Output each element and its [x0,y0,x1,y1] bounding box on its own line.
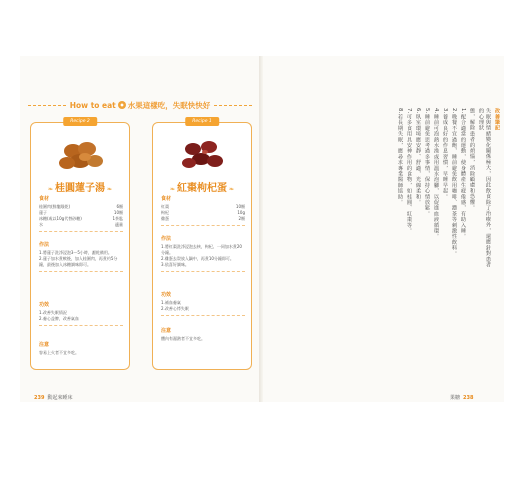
ingredient-row: 桂圓肉(鮮龍眼乾) 6顆 [39,204,123,209]
recipe-card-1 [152,119,252,370]
text-column: 態，解除患者的煩惱，消除顧慮和恐懼。 [469,108,475,211]
book-spine [259,56,263,402]
text-column: 1.配合適當的運動，使身體產生疲倦感，有助入睡。 [460,108,466,240]
text-column: 5.睡前避免思考過多事情，保持心情放鬆。 [424,108,430,217]
ingredient-row: 冰糖(或以10g代替砂糖) 1茶匙 [39,216,123,221]
recipe-tab: Recipe 1 [185,117,219,126]
footer-title-left: 動起來睡床 [47,395,73,401]
steps-section: 作法 1.將蓮子洗淨浸泡3～5小時，瀝乾備用。 2.蓮子加水煮軟後，加入桂圓肉，再煮約5分鐘，最後加入冰糖調味即可。 [39,241,123,272]
header-dashed-line-right [214,105,252,106]
header-dashed-line-left [28,105,66,106]
note-section: 注意 容易上火者不宜多吃。 [39,342,79,355]
text-column: 失眠與情緒變化關係極大，因此飲食除了治療外，還應針對患者的心理狀 [478,108,491,268]
footer-left [34,394,72,401]
text-column: 6.臥室環境應安靜、舒適，光線柔和。 [415,108,421,206]
header-text [66,100,215,111]
footer-right [450,394,473,401]
ingredients-section: 食材 桂圓肉(鮮龍眼乾) 6顆 蓮子 10顆 冰糖(或以10g代替砂糖) 1茶匙 水 適量 [39,195,123,232]
effects-section: 功效 1.改善失眠情況 2.養心益脾，改善氣血 [39,301,123,326]
flower-icon [118,101,126,109]
section-header [28,98,252,112]
text-column: 2.晚餐不宜過飽，睡前避免飲用咖啡、濃茶等刺激性飲料。 [451,108,457,257]
recipe-tab: Recipe 2 [63,117,97,126]
note-heading: 改善筆記 [494,108,500,131]
header-right-label: 水果這樣吃，失眠快快好 [127,100,211,110]
red-date-photo [175,135,231,175]
text-column: 3.養成良好的作息習慣，早睡早起。 [442,108,448,200]
text-column: 4.睡前可泡熱水澡或用溫水泡腳，以促進血液循環。 [433,108,439,240]
recipe-title: ❧ 紅棗枸杞蛋 ❧ [169,183,235,194]
text-column: 7.可多食用具安神作用的食物，如桂圓、紅棗等。 [406,108,412,234]
ingredient-row: 枸杞 10g [161,210,245,215]
footer-title-right: 果糖 [450,395,461,401]
header-left-label: How to eat [69,100,116,110]
longan-photo [53,135,109,175]
effects-section: 功效 1.補血養氣 2.改善心悸失眠 [161,291,245,316]
text-column: 8.若長期失眠，應尋求專業醫師協助。 [397,108,403,206]
ingredient-row: 蓮子 10顆 [39,210,123,215]
page-number-left: 239 [34,395,45,401]
page-number-right: 238 [463,395,474,401]
ingredient-row: 水 適量 [39,222,123,227]
note-section: 注意 體內有濕熱者不宜多吃。 [161,328,205,341]
steps-section: 作法 1.將紅棗洗淨浸泡去核，枸杞、一同加水煮20分鐘。 2.雞蛋去殼放入鍋中，再煮10分鐘即可。 3.依喜好調味。 [161,235,245,272]
right-page-text [300,108,500,268]
ingredient-row: 雞蛋 2顆 [161,216,245,221]
ingredients-section: 食材 紅棗 10顆 枸杞 10g 雞蛋 2顆 [161,195,245,226]
ingredient-row: 紅棗 10顆 [161,204,245,209]
recipe-title: ❧ 桂圓蓮子湯 ❧ [47,183,113,194]
recipe-card-2 [30,119,130,370]
